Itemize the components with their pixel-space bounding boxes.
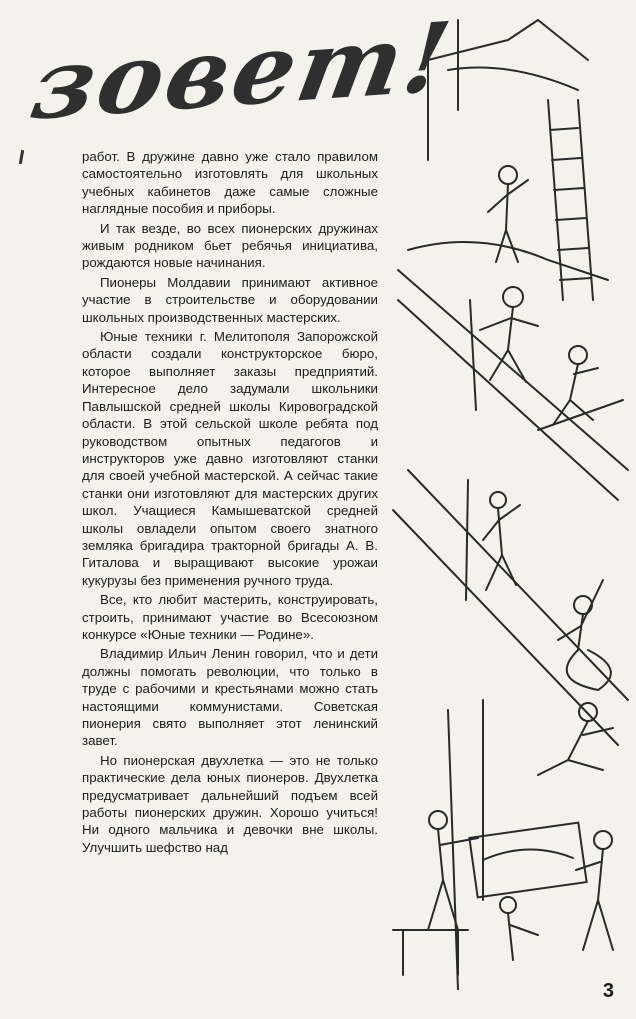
paragraph: Пионеры Молдавии принимают активное участие в строительстве и оборудовании школьных производственных мастерских. — [82, 274, 378, 325]
page-number: 3 — [602, 980, 614, 1002]
paragraph: работ. В дружине давно уже стало правилом самостоятельно изготовлять для школьных учебных кабинетов даже самые сложные наглядные пособия и приборы. — [82, 149, 378, 217]
article-text — [82, 148, 378, 858]
pioneers-illustration — [388, 0, 636, 990]
paragraph: Но пионерская двухлетка — это не только практические дела юных пионеров. Двухлетка предусматривает дальнейший подъем всей работы пионерских дружин. Хорошо учиться! Ни одного мальчика и девочки вне школы. Улучшить шефство над — [82, 752, 378, 855]
paragraph: Все, кто любит мастерить, конструировать, строить, принимают участие во Всесоюзном конкурсе «Юные техники — Родине». — [82, 592, 378, 642]
margin-mark — [19, 150, 24, 164]
paragraph: И так везде, во всех пионерских дружинах живым родником бьет ребячья инициатива, рождаются новые начинания. — [82, 220, 378, 271]
paragraph: Юные техники г. Мелитополя Запорожской области создали конструкторское бюро, которое выполняет заказы предприятий. Интересное дело задумали школьники Павлышской средней школы Кировоградской области. В этой сельской школе ребята под руководством опытных педагогов и инструкторов уже давно изготовляют станки для своей учебной мастерской. А сейчас такие станки они изготовляют для мастерских других школ. Учащиеся Камышеватской средней школы овладели опытом своего знатного земляка бригадира тракторной бригады А. В. Гиталова и выращивают высокие урожаи кукурузы без применения ручного труда. — [82, 329, 378, 588]
headline: зовет! — [23, 0, 461, 142]
paragraph: Владимир Ильич Ленин говорил, что и дети должны помогать революции, что только в труде с рабочими и крестьянами можно стать настоящими коммунистами. Советская пионерия свято выполняет этот ленинский завет. — [82, 646, 378, 749]
